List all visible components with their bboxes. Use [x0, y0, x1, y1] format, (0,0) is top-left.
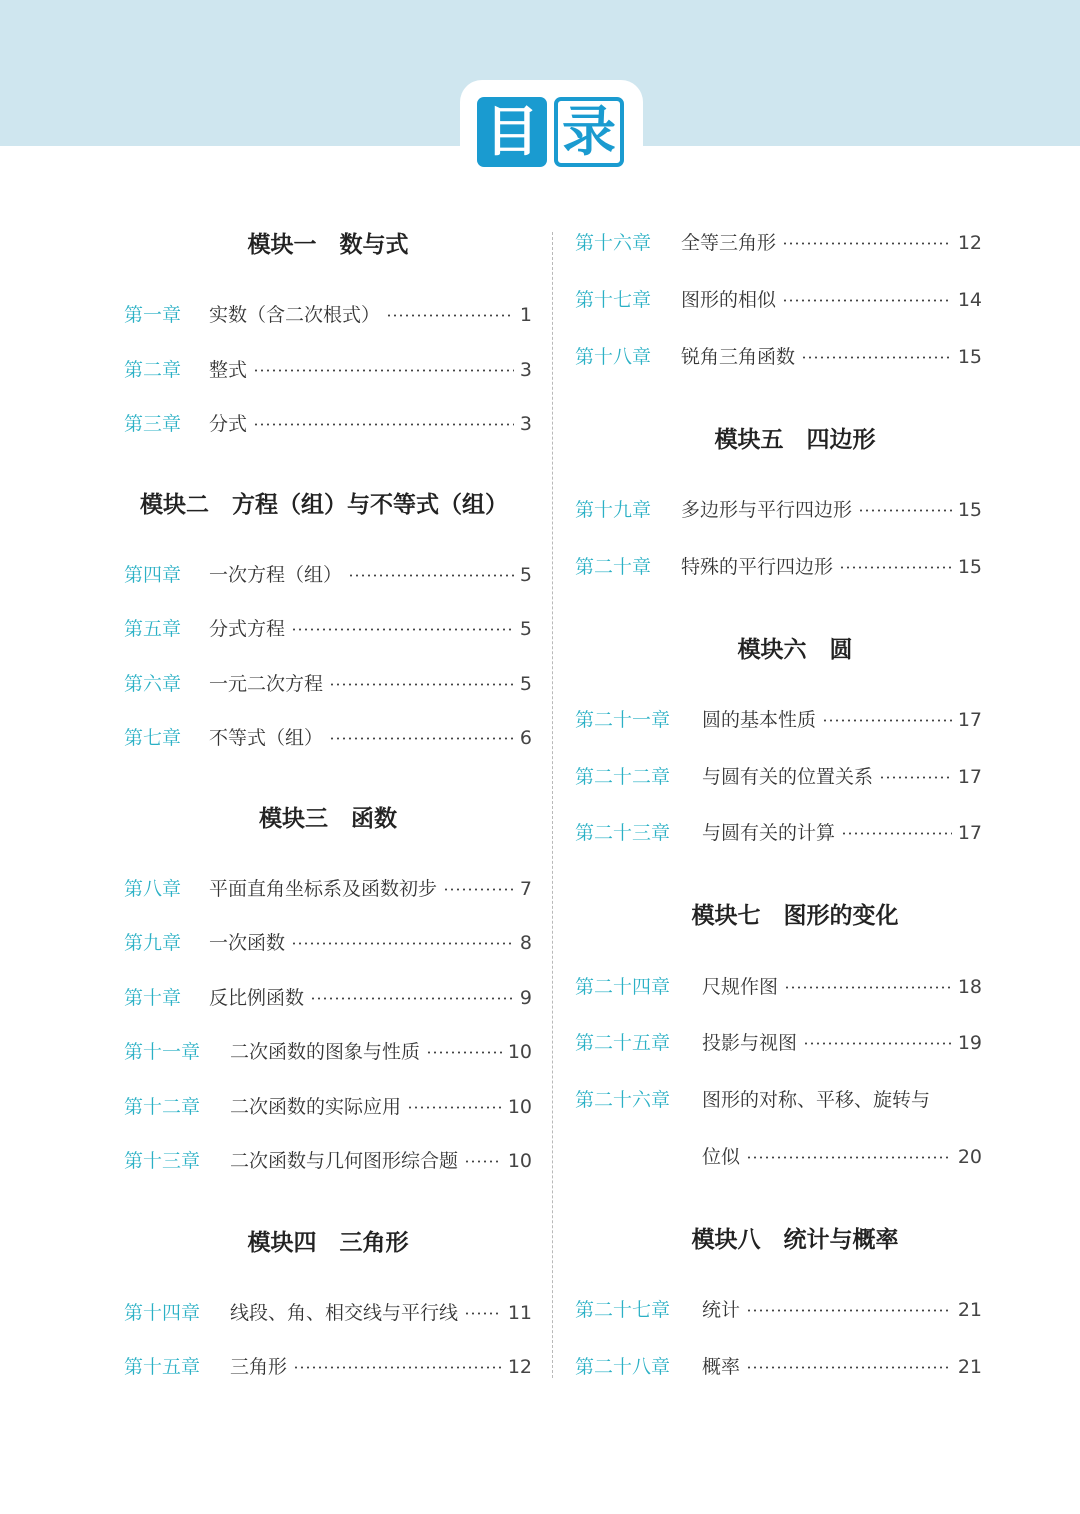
chapter-title: 特殊的平行四边形: [681, 555, 834, 578]
toc-entry[interactable]: [575, 554, 982, 580]
module-heading: 模块七 图形的变化: [691, 903, 899, 929]
chapter-title: 二次函数的实际应用: [230, 1095, 402, 1118]
chapter-number: 第二十五章: [575, 1031, 671, 1054]
chapter-number: 第二十一章: [575, 708, 671, 731]
page-number: 6: [519, 726, 532, 749]
toc-entry[interactable]: [124, 930, 532, 956]
toc-entry[interactable]: [124, 1094, 532, 1120]
chapter-title: 图形的对称、平移、旋转与: [702, 1088, 931, 1111]
chapter-number: 第二章: [124, 358, 182, 381]
leader-dots: [253, 423, 514, 426]
leader-dots: [801, 356, 952, 359]
chapter-number: 第十三章: [124, 1149, 201, 1172]
chapter-number: 第二十三章: [575, 821, 671, 844]
leader-dots: [839, 566, 952, 569]
chapter-number: 第十七章: [575, 288, 652, 311]
chapter-title: 尺规作图: [702, 975, 779, 998]
chapter-number: 第二十八章: [575, 1355, 671, 1378]
toc-entry[interactable]: [575, 974, 982, 1000]
chapter-number: 第九章: [124, 931, 182, 954]
module-heading: 模块四 三角形: [247, 1230, 409, 1256]
leader-dots: [746, 1309, 952, 1312]
chapter-title: 不等式（组）: [209, 726, 324, 749]
title-char-2: 录: [554, 97, 624, 167]
module-heading: 模块六 圆: [737, 637, 853, 663]
page-number: 15: [957, 555, 982, 578]
leader-dots: [291, 942, 514, 945]
chapter-title: 二次函数的图象与性质: [230, 1040, 421, 1063]
page-number: 3: [519, 412, 532, 435]
page-number: 8: [519, 931, 532, 954]
page-number: 3: [519, 358, 532, 381]
leader-dots: [858, 509, 952, 512]
toc-entry[interactable]: [575, 1354, 982, 1380]
leader-dots: [822, 719, 952, 722]
toc-entry[interactable]: [124, 616, 532, 642]
toc-entry[interactable]: [124, 1148, 532, 1174]
chapter-number: 第十六章: [575, 231, 652, 254]
chapter-number: 第十章: [124, 986, 182, 1009]
module-heading: 模块二 方程（组）与不等式（组）: [140, 492, 508, 518]
chapter-number: 第三章: [124, 412, 182, 435]
chapter-title: 位似: [702, 1145, 741, 1168]
module-heading: 模块三 函数: [259, 806, 397, 832]
toc-entry[interactable]: [124, 985, 532, 1011]
toc-entry[interactable]: [124, 411, 532, 437]
page-number: 7: [519, 877, 532, 900]
toc-entry[interactable]: [124, 876, 532, 902]
page-number: 17: [957, 821, 982, 844]
chapter-title: 圆的基本性质: [702, 708, 817, 731]
page-number: 14: [957, 288, 982, 311]
page-number: 10: [507, 1095, 532, 1118]
page-number: 19: [957, 1031, 982, 1054]
page-number: 5: [519, 617, 532, 640]
toc-entry[interactable]: [575, 1144, 982, 1170]
chapter-title: 平面直角坐标系及函数初步: [209, 877, 438, 900]
chapter-number: 第十二章: [124, 1095, 201, 1118]
toc-entry[interactable]: [124, 1354, 532, 1380]
chapter-number: 第四章: [124, 563, 182, 586]
toc-entry[interactable]: [575, 1030, 982, 1056]
page-number: 20: [957, 1145, 982, 1168]
leader-dots: [746, 1156, 952, 1159]
page-number: 12: [507, 1355, 532, 1378]
chapter-number: 第二十六章: [575, 1088, 671, 1111]
leader-dots: [407, 1106, 502, 1109]
leader-dots: [348, 574, 514, 577]
page-number: 21: [957, 1355, 982, 1378]
toc-entry[interactable]: [124, 1300, 532, 1326]
chapter-number: 第十九章: [575, 498, 652, 521]
chapter-title: 一元二次方程: [209, 672, 324, 695]
chapter-title: 概率: [702, 1355, 741, 1378]
chapter-title: 图形的相似: [681, 288, 777, 311]
chapter-title: 与圆有关的位置关系: [702, 765, 874, 788]
page-number: 1: [519, 303, 532, 326]
chapter-number: 第十八章: [575, 345, 652, 368]
leader-dots: [803, 1042, 952, 1045]
chapter-number: 第十五章: [124, 1355, 201, 1378]
chapter-title: 反比例函数: [209, 986, 305, 1009]
toc-entry[interactable]: [575, 1297, 982, 1323]
chapter-title: 分式: [209, 412, 248, 435]
leader-dots: [879, 776, 952, 779]
toc-entry[interactable]: [575, 497, 982, 523]
leader-dots: [426, 1051, 502, 1054]
page-number: 21: [957, 1298, 982, 1321]
leader-dots: [329, 737, 514, 740]
toc-entry[interactable]: [575, 1087, 982, 1113]
page-number: 17: [957, 765, 982, 788]
leader-dots: [464, 1312, 502, 1315]
chapter-number: 第八章: [124, 877, 182, 900]
page-number: 11: [507, 1301, 532, 1324]
chapter-title: 全等三角形: [681, 231, 777, 254]
leader-dots: [329, 683, 514, 686]
leader-dots: [293, 1366, 502, 1369]
chapter-title: 实数（含二次根式）: [209, 303, 381, 326]
leader-dots: [253, 369, 514, 372]
leader-dots: [841, 832, 952, 835]
chapter-number: 第七章: [124, 726, 182, 749]
chapter-number: 第二十章: [575, 555, 652, 578]
page-number: 10: [507, 1040, 532, 1063]
page-number: 15: [957, 498, 982, 521]
toc-entry[interactable]: [575, 820, 982, 846]
chapter-title: 一次方程（组）: [209, 563, 343, 586]
chapter-title: 与圆有关的计算: [702, 821, 836, 844]
chapter-title: 多边形与平行四边形: [681, 498, 853, 521]
toc-entry[interactable]: [124, 302, 532, 328]
chapter-title: 投影与视图: [702, 1031, 798, 1054]
toc-entry[interactable]: [124, 671, 532, 697]
page-number: 18: [957, 975, 982, 998]
chapter-title: 一次函数: [209, 931, 286, 954]
leader-dots: [291, 628, 514, 631]
leader-dots: [386, 314, 514, 317]
chapter-number: 第二十二章: [575, 765, 671, 788]
column-divider: [552, 232, 553, 1378]
chapter-number: 第十四章: [124, 1301, 201, 1324]
leader-dots: [784, 986, 952, 989]
chapter-number: 第二十七章: [575, 1298, 671, 1321]
toc-entry[interactable]: [124, 1039, 532, 1065]
page-number: 12: [957, 231, 982, 254]
leader-dots: [746, 1366, 952, 1369]
chapter-title: 统计: [702, 1298, 741, 1321]
page-number: 10: [507, 1149, 532, 1172]
chapter-title: 线段、角、相交线与平行线: [230, 1301, 459, 1324]
module-heading: 模块八 统计与概率: [691, 1227, 899, 1253]
chapter-title: 分式方程: [209, 617, 286, 640]
chapter-number: 第一章: [124, 303, 182, 326]
toc-entry[interactable]: [575, 287, 982, 313]
toc-entry[interactable]: [575, 764, 982, 790]
page-number: 17: [957, 708, 982, 731]
toc-entry[interactable]: [124, 725, 532, 751]
leader-dots: [782, 242, 952, 245]
toc-entry[interactable]: [124, 357, 532, 383]
page-number: 5: [519, 672, 532, 695]
chapter-title: 二次函数与几何图形综合题: [230, 1149, 459, 1172]
leader-dots: [443, 888, 514, 891]
chapter-number: 第十一章: [124, 1040, 201, 1063]
chapter-title: 整式: [209, 358, 248, 381]
page-number: 15: [957, 345, 982, 368]
toc-entry[interactable]: [575, 230, 982, 256]
module-heading: 模块五 四边形: [714, 427, 876, 453]
toc-entry[interactable]: [575, 344, 982, 370]
chapter-number: 第六章: [124, 672, 182, 695]
leader-dots: [464, 1160, 502, 1163]
chapter-title: 锐角三角函数: [681, 345, 796, 368]
toc-entry[interactable]: [124, 562, 532, 588]
leader-dots: [782, 299, 952, 302]
page-number: 5: [519, 563, 532, 586]
chapter-number: 第五章: [124, 617, 182, 640]
chapter-number: 第二十四章: [575, 975, 671, 998]
page-number: 9: [519, 986, 532, 1009]
title-char-1: 目: [477, 97, 547, 167]
chapter-title: 三角形: [230, 1355, 288, 1378]
toc-entry[interactable]: [575, 707, 982, 733]
module-heading: 模块一 数与式: [247, 232, 409, 258]
leader-dots: [310, 997, 514, 1000]
